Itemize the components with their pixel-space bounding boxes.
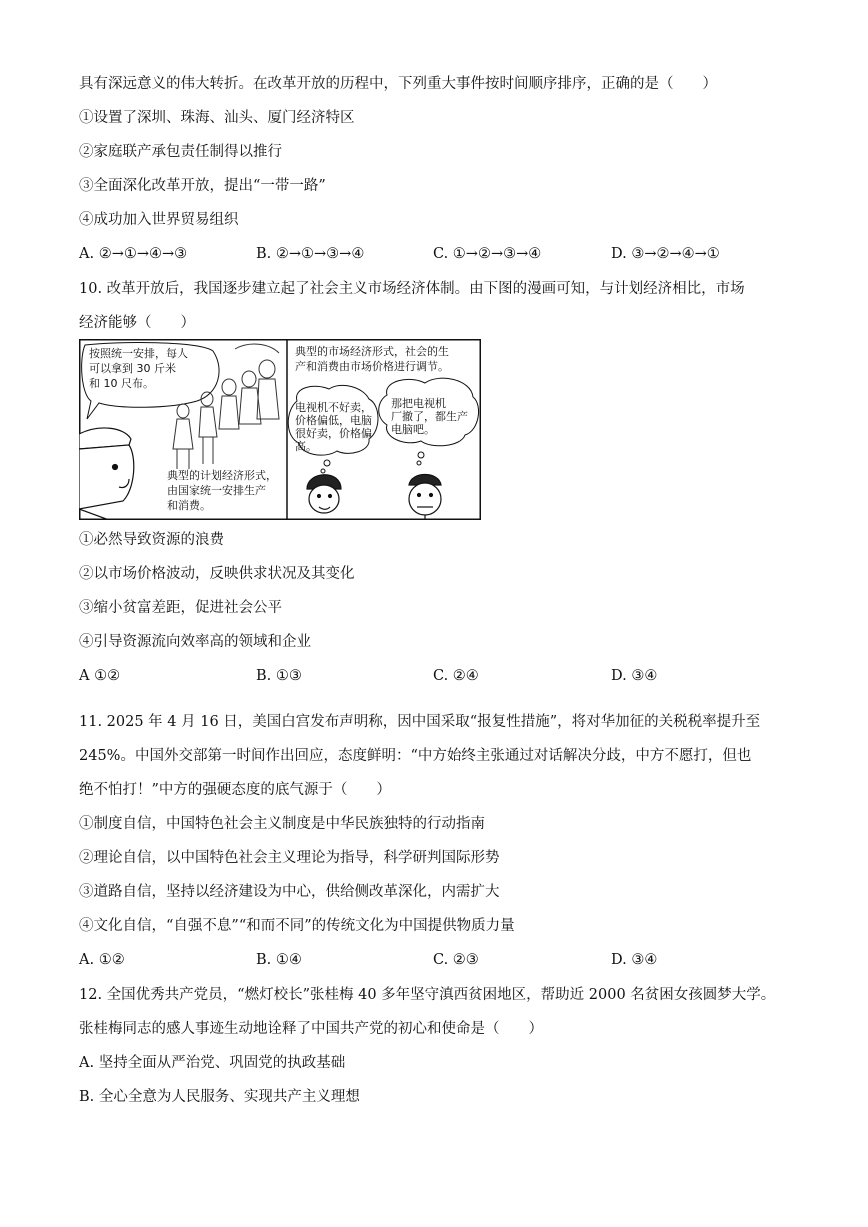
q12-option-b: B. 全心全意为人民服务、实现共产主义理想 <box>79 1089 360 1105</box>
q9-item-2: ②家庭联产承包责任制得以推行 <box>79 144 282 160</box>
q11-option-b: B. ①④ <box>256 952 302 968</box>
left-caption-line1: 典型的计划经济形式， <box>167 469 277 482</box>
q11-stem-line1: 11. 2025 年 4 月 16 日，美国白宫发布声明称，因中国采取“报复性措施”，将对华加征的关税税率提升至 <box>79 714 761 730</box>
q10-stem-line2: 经济能够（ ） <box>79 315 195 331</box>
q10-option-a: A ①② <box>79 668 121 684</box>
right-bubble-b-line3: 电脑吧。 <box>391 423 435 436</box>
q11-item-2: ②理论自信，以中国特色社会主义理论为指导，科学研判国际形势 <box>79 850 500 866</box>
q11-item-3: ③道路自信，坚持以经济建设为中心，供给侧改革深化，内需扩大 <box>79 884 500 900</box>
q10-stem-line1: 10. 改革开放后，我国逐步建立起了社会主义市场经济体制。由下图的漫画可知，与计划经济相比，市场 <box>79 281 745 297</box>
right-bubble-a-line3: 很好卖，价格偏 <box>295 427 372 440</box>
q10-option-b: B. ①③ <box>256 668 302 684</box>
right-caption-line1: 典型的市场经济形式，社会的生 <box>295 345 449 358</box>
q9-option-d: D. ③→②→④→① <box>611 246 720 262</box>
q10-item-3: ③缩小贫富差距，促进社会公平 <box>79 600 282 616</box>
q11-item-1: ①制度自信，中国特色社会主义制度是中华民族独特的行动指南 <box>79 816 485 832</box>
q11-stem-line2: 245%。中国外交部第一时间作出回应，态度鲜明：“中方始终主张通过对话解决分歧，中方不愿打，但也 <box>79 748 752 764</box>
q12-stem-line2: 张桂梅同志的感人事迹生动地诠释了中国共产党的初心和使命是（ ） <box>79 1021 543 1037</box>
q9-option-a: A. ②→①→④→③ <box>79 246 188 262</box>
q11-stem-line3: 绝不怕打！”中方的强硬态度的底气源于（ ） <box>79 782 391 798</box>
q10-option-c: C. ②④ <box>433 668 479 684</box>
q9-item-3: ③全面深化改革开放，提出“一带一路” <box>79 178 326 194</box>
q9-option-c: C. ①→②→③→④ <box>433 246 542 262</box>
q9-item-4: ④成功加入世界贸易组织 <box>79 212 239 228</box>
q9-stem: 具有深远意义的伟大转折。在改革开放的历程中，下列重大事件按时间顺序排序，正确的是（ ） <box>79 76 717 92</box>
q11-item-4: ④文化自信，“自强不息”“和而不同”的传统文化为中国提供物质力量 <box>79 918 515 934</box>
left-bubble-line1: 按照统一安排，每人 <box>89 347 188 360</box>
right-bubble-a-line4: 高。 <box>295 440 317 453</box>
q10-cartoon <box>79 339 481 520</box>
right-bubble-a-line2: 价格偏低，电脑 <box>295 414 372 427</box>
q10-item-4: ④引导资源流向效率高的领域和企业 <box>79 634 311 650</box>
right-bubble-b-line1: 那把电视机 <box>391 397 446 410</box>
q12-stem-line1: 12. 全国优秀共产党员，“燃灯校长”张桂梅 40 多年坚守滇西贫困地区，帮助近 2000 名贫困女孩圆梦大学。 <box>79 987 776 1003</box>
q11-option-a: A. ①② <box>79 952 125 968</box>
q10-item-2: ②以市场价格波动，反映供求状况及其变化 <box>79 566 355 582</box>
q11-option-c: C. ②③ <box>433 952 479 968</box>
right-caption-line2: 产和消费由市场价格进行调节。 <box>295 360 449 373</box>
q10-item-1: ①必然导致资源的浪费 <box>79 532 224 548</box>
q9-item-1: ①设置了深圳、珠海、汕头、厦门经济特区 <box>79 110 355 126</box>
q9-option-b: B. ②→①→③→④ <box>256 246 365 262</box>
left-bubble-line3: 和 10 尺布。 <box>89 377 154 390</box>
right-bubble-a-line1: 电视机不好卖， <box>295 401 372 414</box>
right-bubble-b-line2: 厂撤了，都生产 <box>391 410 468 423</box>
q11-option-d: D. ③④ <box>611 952 658 968</box>
left-caption-line3: 和消费。 <box>167 499 211 512</box>
left-bubble-line2: 可以拿到 30 斤米 <box>89 362 176 375</box>
q10-option-d: D. ③④ <box>611 668 658 684</box>
q12-option-a: A. 坚持全面从严治党、巩固党的执政基础 <box>79 1055 346 1071</box>
left-caption-line2: 由国家统一安排生产 <box>167 484 266 497</box>
